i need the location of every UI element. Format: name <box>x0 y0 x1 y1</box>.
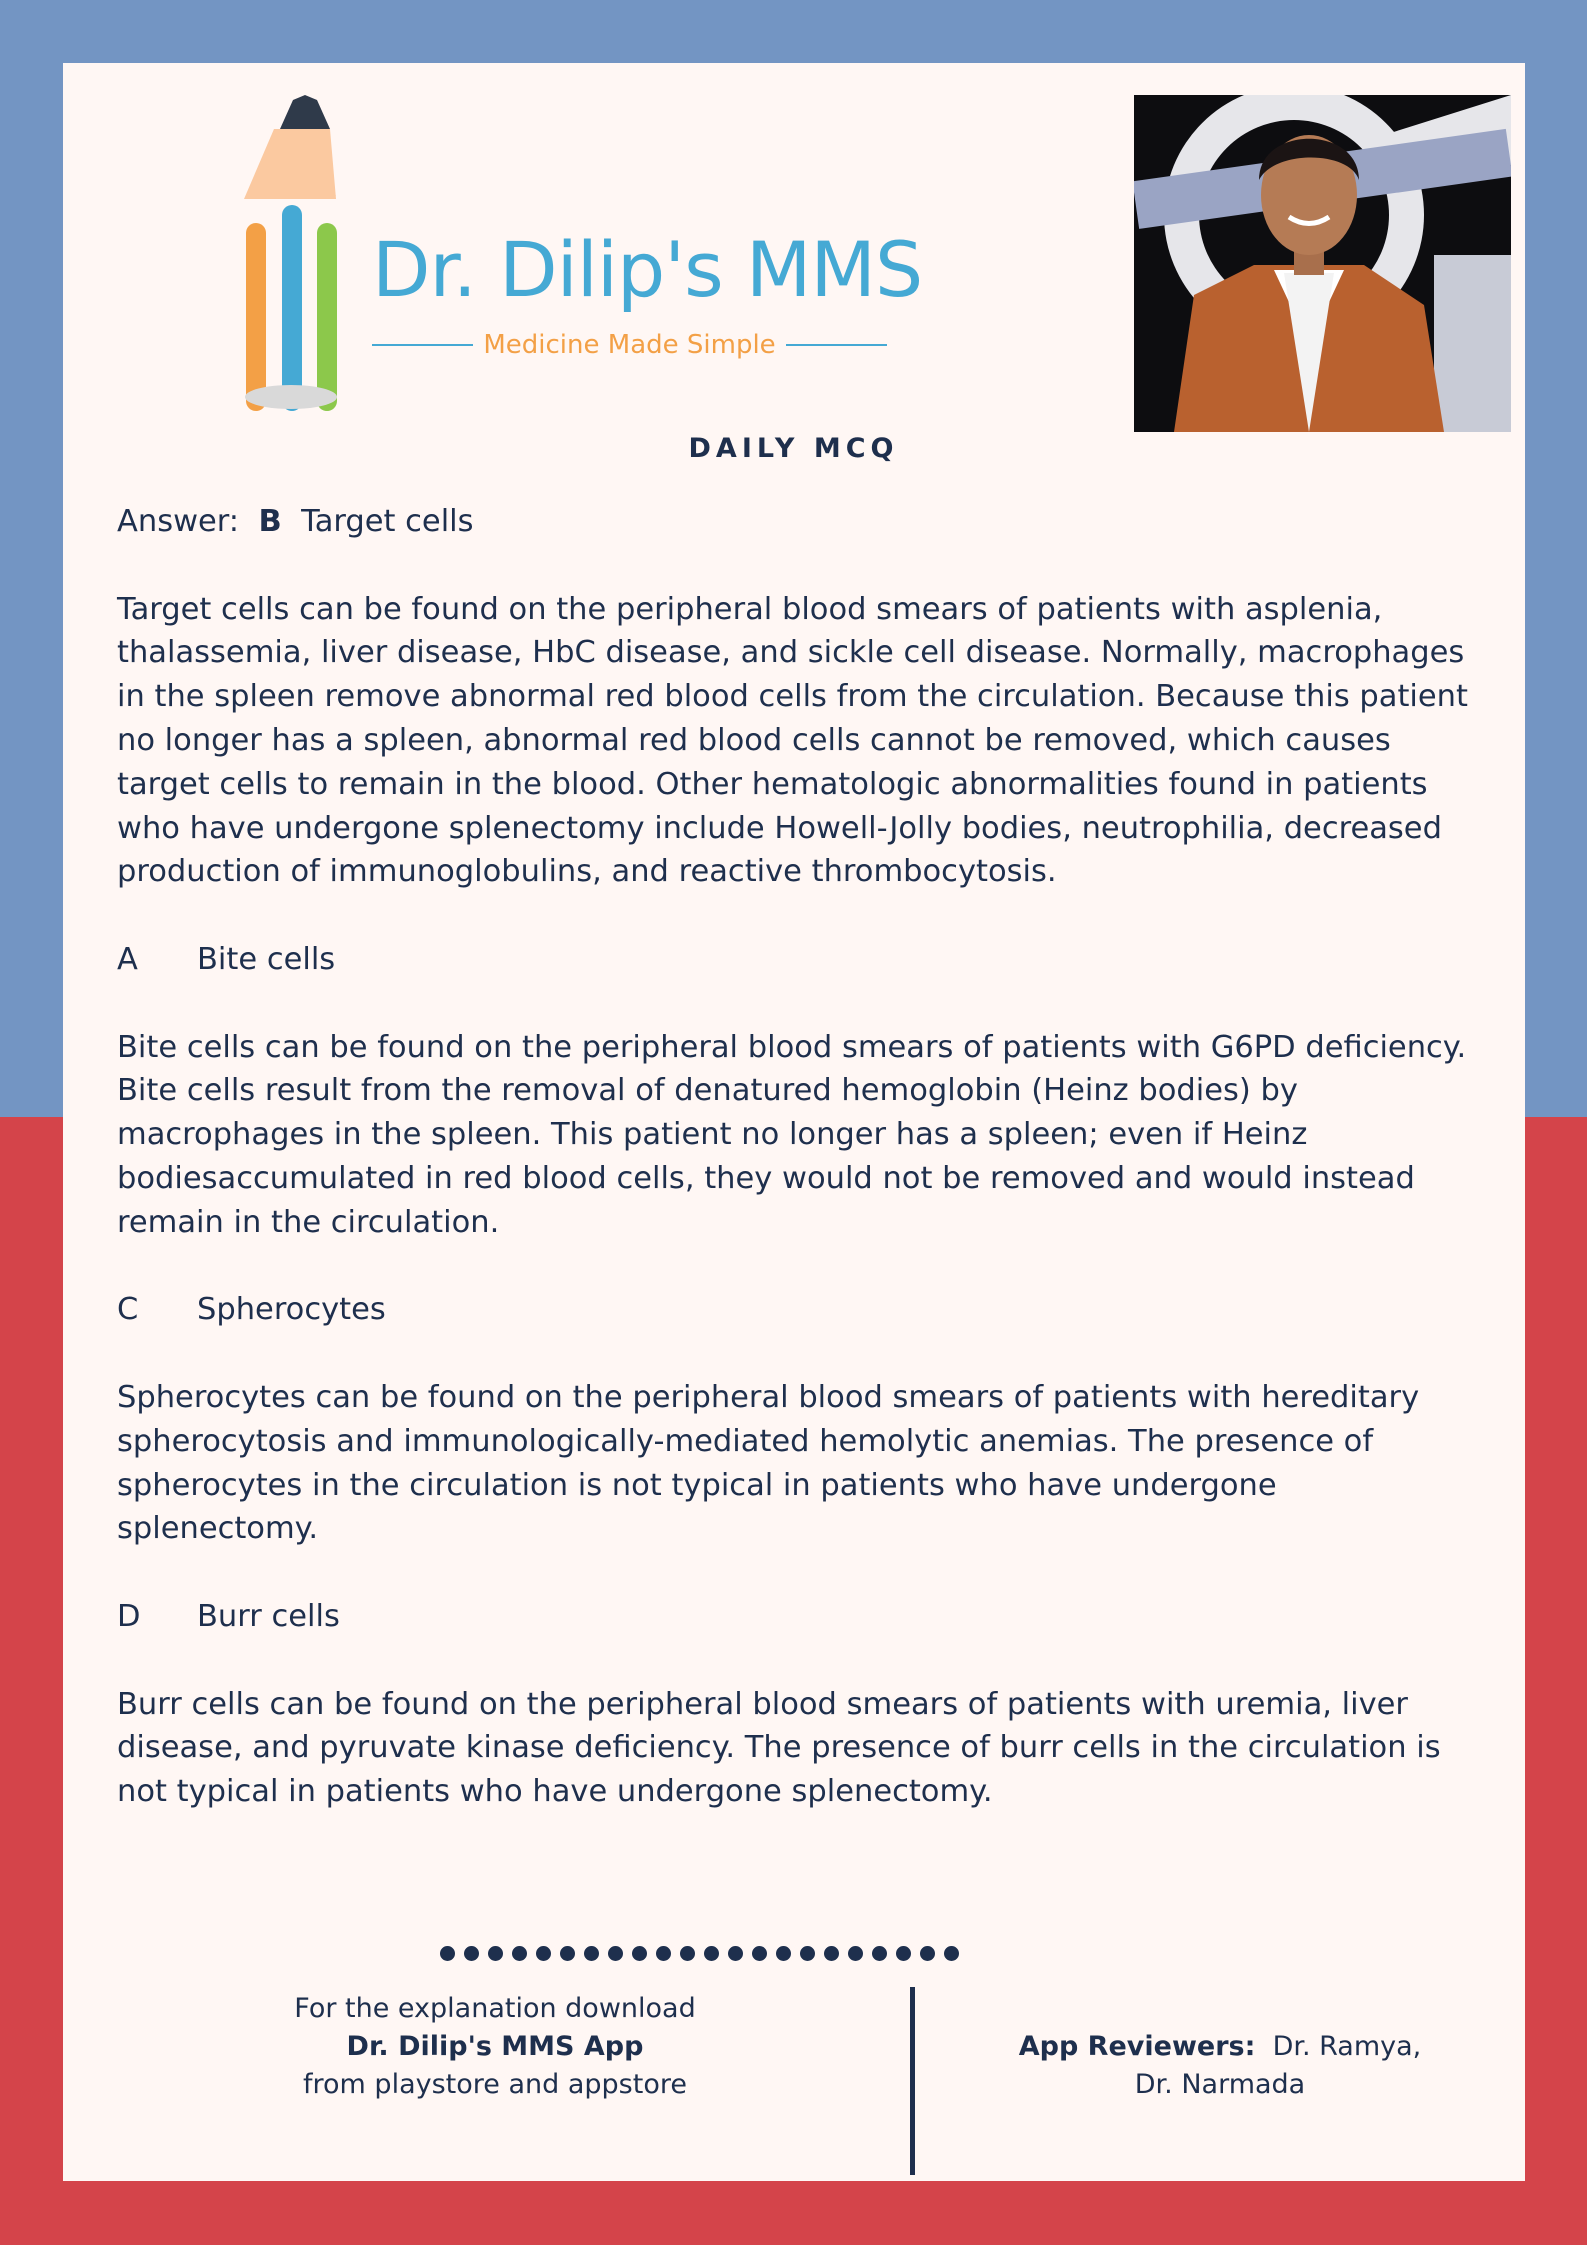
separator-dot <box>488 1946 503 1961</box>
separator-dot <box>824 1946 839 1961</box>
reviewers-label: App Reviewers: <box>1018 2031 1256 2062</box>
footer-line1: For the explanation download <box>294 1993 696 2024</box>
dotted-separator <box>440 1946 959 1961</box>
option-explanation-a: Bite cells can be found on the peripheral blood smears of patients with G6PD deficiency. Bite cells result from the removal of denatured hemoglobin (Heinz bodies) by macrophages in the spleen. This patient no longer has a spleen; even if Heinz bodiesaccumulated in red blood cells, they would not be removed and would instead remain in the circulation. <box>117 1029 1467 1240</box>
separator-dot <box>920 1946 935 1961</box>
option-explanation-c: Spherocytes can be found on the peripheral blood smears of patients with hereditary spherocytosis and immunologically-mediated hemolytic anemias. The presence of spherocytes in the circulation is not typical in patients who have undergone splenectomy. <box>117 1379 1420 1547</box>
separator-dot <box>608 1946 623 1961</box>
footer-download-note <box>200 1990 790 2104</box>
footer-line3: from playstore and appstore <box>303 2069 687 2100</box>
option-label: Bite cells <box>197 941 336 977</box>
footer-divider <box>910 1987 915 2175</box>
reviewers-line <box>1000 2028 1440 2066</box>
option-heading-c <box>117 1288 1477 1332</box>
footer-app-name: Dr. Dilip's MMS App <box>346 2031 644 2062</box>
option-letter: C <box>117 1292 139 1328</box>
option-explanation-d: Burr cells can be found on the peripheral blood smears of patients with uremia, liver disease, and pyruvate kinase deficiency. The presence of burr cells in the circulation is not typical in patients who have undergone splenectomy. <box>117 1686 1441 1810</box>
separator-dot <box>560 1946 575 1961</box>
brand-name: Dr. Dilip's MMS <box>372 225 923 314</box>
separator-dot <box>752 1946 767 1961</box>
tagline-rule-right <box>786 344 887 346</box>
tagline-rule-left <box>372 344 473 346</box>
answer-text: Target cells <box>301 504 474 539</box>
separator-dot <box>944 1946 959 1961</box>
tagline-row <box>372 330 887 360</box>
separator-dot <box>728 1946 743 1961</box>
answer-letter: B <box>258 504 282 539</box>
option-heading-a <box>117 938 1477 982</box>
separator-dot <box>440 1946 455 1961</box>
answer-line <box>117 500 1477 544</box>
separator-dot <box>464 1946 479 1961</box>
separator-dot <box>800 1946 815 1961</box>
reviewers-name-2: Dr. Narmada <box>1134 2069 1306 2100</box>
reviewers-name-1: Dr. Ramya, <box>1272 2031 1422 2062</box>
option-label: Burr cells <box>197 1598 340 1634</box>
separator-dot <box>656 1946 671 1961</box>
separator-dot <box>848 1946 863 1961</box>
separator-dot <box>896 1946 911 1961</box>
option-heading-d <box>117 1595 1477 1639</box>
separator-dot <box>512 1946 527 1961</box>
option-letter: A <box>117 941 138 977</box>
mcq-content <box>117 500 1477 1858</box>
separator-dot <box>776 1946 791 1961</box>
separator-dot <box>680 1946 695 1961</box>
answer-prefix: Answer: <box>117 504 240 539</box>
footer-reviewers <box>1000 2028 1440 2104</box>
option-letter: D <box>117 1598 141 1634</box>
page-title: DAILY MCQ <box>688 433 899 464</box>
option-label: Spherocytes <box>197 1292 386 1328</box>
separator-dot <box>704 1946 719 1961</box>
portrait-image <box>1134 95 1511 432</box>
separator-dot <box>584 1946 599 1961</box>
separator-dot <box>632 1946 647 1961</box>
separator-dot <box>872 1946 887 1961</box>
separator-dot <box>536 1946 551 1961</box>
presenter-photo <box>1134 95 1511 432</box>
answer-explanation: Target cells can be found on the peripheral blood smears of patients with asplenia, thalassemia, liver disease, HbC disease, and sickle cell disease. Normally, macrophages in the spleen remove abnormal red blood cells from the circulation. Because this patient no longer has a spleen, abnormal red blood cells cannot be removed, which causes target cells to remain in the blood. Other hematologic abnormalities found in patients who have undergone splenectomy include Howell-Jolly bodies, neutrophilia, decreased production of immunoglobulins, and reactive thrombocytosis. <box>117 591 1468 890</box>
tagline: Medicine Made Simple <box>483 330 776 360</box>
